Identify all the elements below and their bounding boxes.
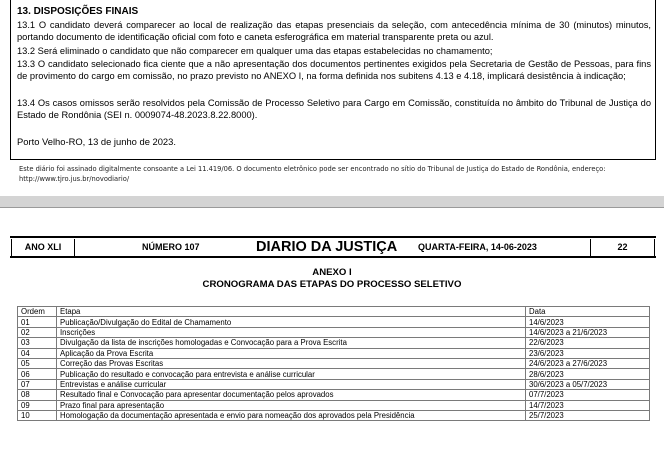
column-header-date: Data bbox=[526, 307, 650, 317]
cell-stage: Resultado final e Convocação para apresentar documentação pelos aprovados bbox=[57, 390, 526, 400]
table-row bbox=[18, 327, 650, 337]
table-row bbox=[18, 338, 650, 348]
schedule-table bbox=[17, 306, 650, 421]
cell-stage: Entrevistas e análise curricular bbox=[57, 379, 526, 389]
column-header-stage: Etapa bbox=[57, 307, 526, 317]
cell-order: 02 bbox=[18, 327, 57, 337]
header-issue-number: NÚMERO 107 bbox=[142, 242, 200, 252]
cell-date: 23/6/2023 bbox=[526, 348, 650, 358]
paragraph-13-3: 13.3 O candidato selecionado fica ciente que a não apresentação dos documentos pertinentes exigidos pela Secretaria de Gestão de Pessoas, para fins de provimento do cargo em comissão, no prazo previsto no ANEXO I, na forma definida nos subitens 4.13 e 4.18, implicará desistência à indicação; bbox=[17, 59, 651, 82]
cell-order: 07 bbox=[18, 379, 57, 389]
header-year: ANO XLI bbox=[11, 239, 75, 257]
cell-order: 10 bbox=[18, 410, 57, 420]
place-date: Porto Velho-RO, 13 de junho de 2023. bbox=[17, 136, 176, 147]
cell-stage: Publicação/Divulgação do Edital de Chamamento bbox=[57, 317, 526, 327]
paragraph-13-1: 13.1 O candidato deverá comparecer ao local de realização das etapas presenciais da seleção, com antecedência mínima de 30 (minutos) minutos, portando documento de identificação oficial com foto e caneta esferográfica em material transparente preta ou azul. bbox=[17, 20, 651, 43]
cell-stage: Prazo final para apresentação bbox=[57, 400, 526, 410]
cell-stage: Divulgação da lista de inscrições homologadas e Convocação para a Prova Escrita bbox=[57, 338, 526, 348]
cell-date: 14/6/2023 bbox=[526, 317, 650, 327]
cell-date: 24/6/2023 a 27/6/2023 bbox=[526, 358, 650, 368]
cell-date: 22/6/2023 bbox=[526, 338, 650, 348]
header-rule-bottom bbox=[10, 256, 656, 258]
cell-order: 06 bbox=[18, 369, 57, 379]
header-page-number: 22 bbox=[590, 239, 655, 257]
paragraph-13-4: 13.4 Os casos omissos serão resolvidos pela Comissão de Processo Seletivo para Cargo em Comissão, constituída no âmbito do Tribunal de Justiça do Estado de Rondônia (SEI n. 0009074-48.2023.8.22.8000). bbox=[17, 98, 651, 121]
cell-order: 04 bbox=[18, 348, 57, 358]
table-row bbox=[18, 348, 650, 358]
annex-title: ANEXO I bbox=[312, 267, 352, 278]
cell-date: 25/7/2023 bbox=[526, 410, 650, 420]
signature-footnote: Este diário foi assinado digitalmente consoante a Lei 11.419/06. O documento eletrônico pode ser encontrado no sítio do Tribunal de Justiça do Estado de Rondônia, endereço: http://www.tjro.jus.br/novodiario/ bbox=[19, 165, 606, 183]
cell-order: 08 bbox=[18, 390, 57, 400]
cell-stage: Publicação do resultado e convocação para entrevista e análise curricular bbox=[57, 369, 526, 379]
cell-stage: Homologação da documentação apresentada e envio para nomeação dos aprovados pela Presidência bbox=[57, 410, 526, 420]
cell-date: 28/6/2023 bbox=[526, 369, 650, 379]
annex-subtitle: CRONOGRAMA DAS ETAPAS DO PROCESSO SELETIVO bbox=[202, 279, 462, 290]
table-row bbox=[18, 379, 650, 389]
final-provisions-box bbox=[10, 0, 656, 160]
cell-order: 09 bbox=[18, 400, 57, 410]
cell-stage: Aplicação da Prova Escrita bbox=[57, 348, 526, 358]
paragraph-13-2: 13.2 Será eliminado o candidato que não comparecer em qualquer uma das etapas estabelecidas no chamamento; bbox=[17, 46, 493, 56]
table-header-row bbox=[18, 307, 650, 317]
cell-date: 30/6/2023 a 05/7/2023 bbox=[526, 379, 650, 389]
header-date: QUARTA-FEIRA, 14-06-2023 bbox=[418, 242, 537, 252]
table-row bbox=[18, 390, 650, 400]
cell-order: 03 bbox=[18, 338, 57, 348]
table-row bbox=[18, 410, 650, 420]
section-title: 13. DISPOSIÇÕES FINAIS bbox=[17, 6, 139, 17]
page-previous bbox=[0, 0, 664, 196]
header-journal-title: DIARIO DA JUSTIÇA bbox=[256, 239, 398, 255]
cell-order: 05 bbox=[18, 358, 57, 368]
table-row bbox=[18, 358, 650, 368]
table-row bbox=[18, 369, 650, 379]
cell-order: 01 bbox=[18, 317, 57, 327]
cell-stage: Correção das Provas Escritas bbox=[57, 358, 526, 368]
page-current bbox=[0, 208, 664, 466]
table-row bbox=[18, 400, 650, 410]
table-row bbox=[18, 317, 650, 327]
column-header-order: Ordem bbox=[18, 307, 57, 317]
cell-date: 07/7/2023 bbox=[526, 390, 650, 400]
cell-date: 14/7/2023 bbox=[526, 400, 650, 410]
cell-stage: Inscrições bbox=[57, 327, 526, 337]
cell-date: 14/6/2023 a 21/6/2023 bbox=[526, 327, 650, 337]
